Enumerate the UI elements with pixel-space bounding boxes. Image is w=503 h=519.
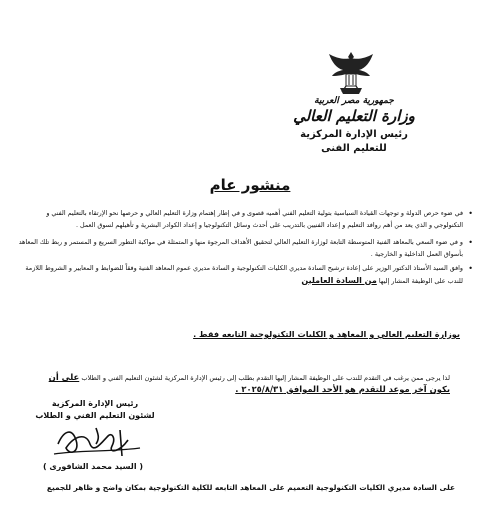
eagle-emblem-icon [326,48,376,100]
request-text: لذا يرجى ممن يرغب في التقدم للندب على الوظيفة المشار إليها التقدم بطلب إلى رئيس الإدارة المركزية لشئون التعليم الفني و الطلاب [81,374,450,382]
paragraph-1-text: في ضوء حرص الدولة و توجهات القيادة السياسية بتولية التعليم الفني أهميه قصوى و في إطار إهتمام وزارة التعليم العالي و حرصها نحو الإرتقاء بالتعليم الفني و التكنولوجي و الذي يعد من أهم روافد التعليم و إعداد الفنيين بالتدريب على أحدث وسائل التكنولوجيا و إعداد الكوادر البشرية و تأهيلهم لسوق العمل . [46,209,463,229]
paragraph-3 [18,263,473,287]
bullet-icon: • [468,209,473,218]
paragraph-3-bold: من السادة العاملين [301,275,377,285]
bullet-icon: • [468,238,473,247]
signer-name: ( السيد محمد الشافورى ) [42,462,143,471]
paragraph-1 [18,208,473,231]
ministry-line: وزارة التعليم العالي [293,107,415,125]
office-heading [284,128,424,156]
signature-title-line-1: رئيس الإدارة المركزية [51,399,139,408]
bullet-icon: • [468,264,473,273]
signature-title [30,398,160,422]
office-line-1: رئيس الإدارة المركزية [300,129,408,140]
paragraph-2-text: و في ضوء السعي بالمعاهد الفنية المتوسطة التابعة لوزارة التعليم العالي لتحقيق الأهداف المرجوة منها و المتمثلة في مواكبة التطور السريع و المستمر و ربط تلك المعاهد بأسواق العمل الداخلية و الخارجية . [18,238,463,258]
deadline-text: على أن يكون آخر موعد للتقدم هو الأحد الموافق ٢٠٢٥/٨/٣١ . [48,372,450,394]
paragraph-3-text: وافق السيد الأستاذ الدكتور الوزير على إعادة ترشيح السادة مديري الكليات التكنولوجية و السادة مديري عموم المعاهد الفنية وفقاً للضوابط و المعايير و الشروط اللازمة للندب على الوظيفة المشار إليها [25,264,463,285]
paragraph-2 [18,237,473,260]
signature-title-line-2: لشئون التعليم الفني و الطلاب [35,411,155,420]
document-body [18,208,473,287]
office-line-2: للتعليم الفنى [321,143,387,154]
country-line: جمهورية مصر العربية [314,96,394,106]
request-paragraph [40,372,450,396]
handwritten-signature-icon [50,422,145,462]
document-title: منشور عام [209,176,291,194]
eligibility-text: بوزارة التعليم العالي و المعاهد و الكليات التكنولوجية التابعه فقط . [193,329,460,339]
footer-note: على السادة مديري الكليات التكنولوجية التعميم على المعاهد التابعه للكلية التكنولوجية بمكان واضح و ظاهر للجميع [46,483,456,492]
eligibility-line [40,327,460,341]
ministry-letterhead [284,96,424,125]
